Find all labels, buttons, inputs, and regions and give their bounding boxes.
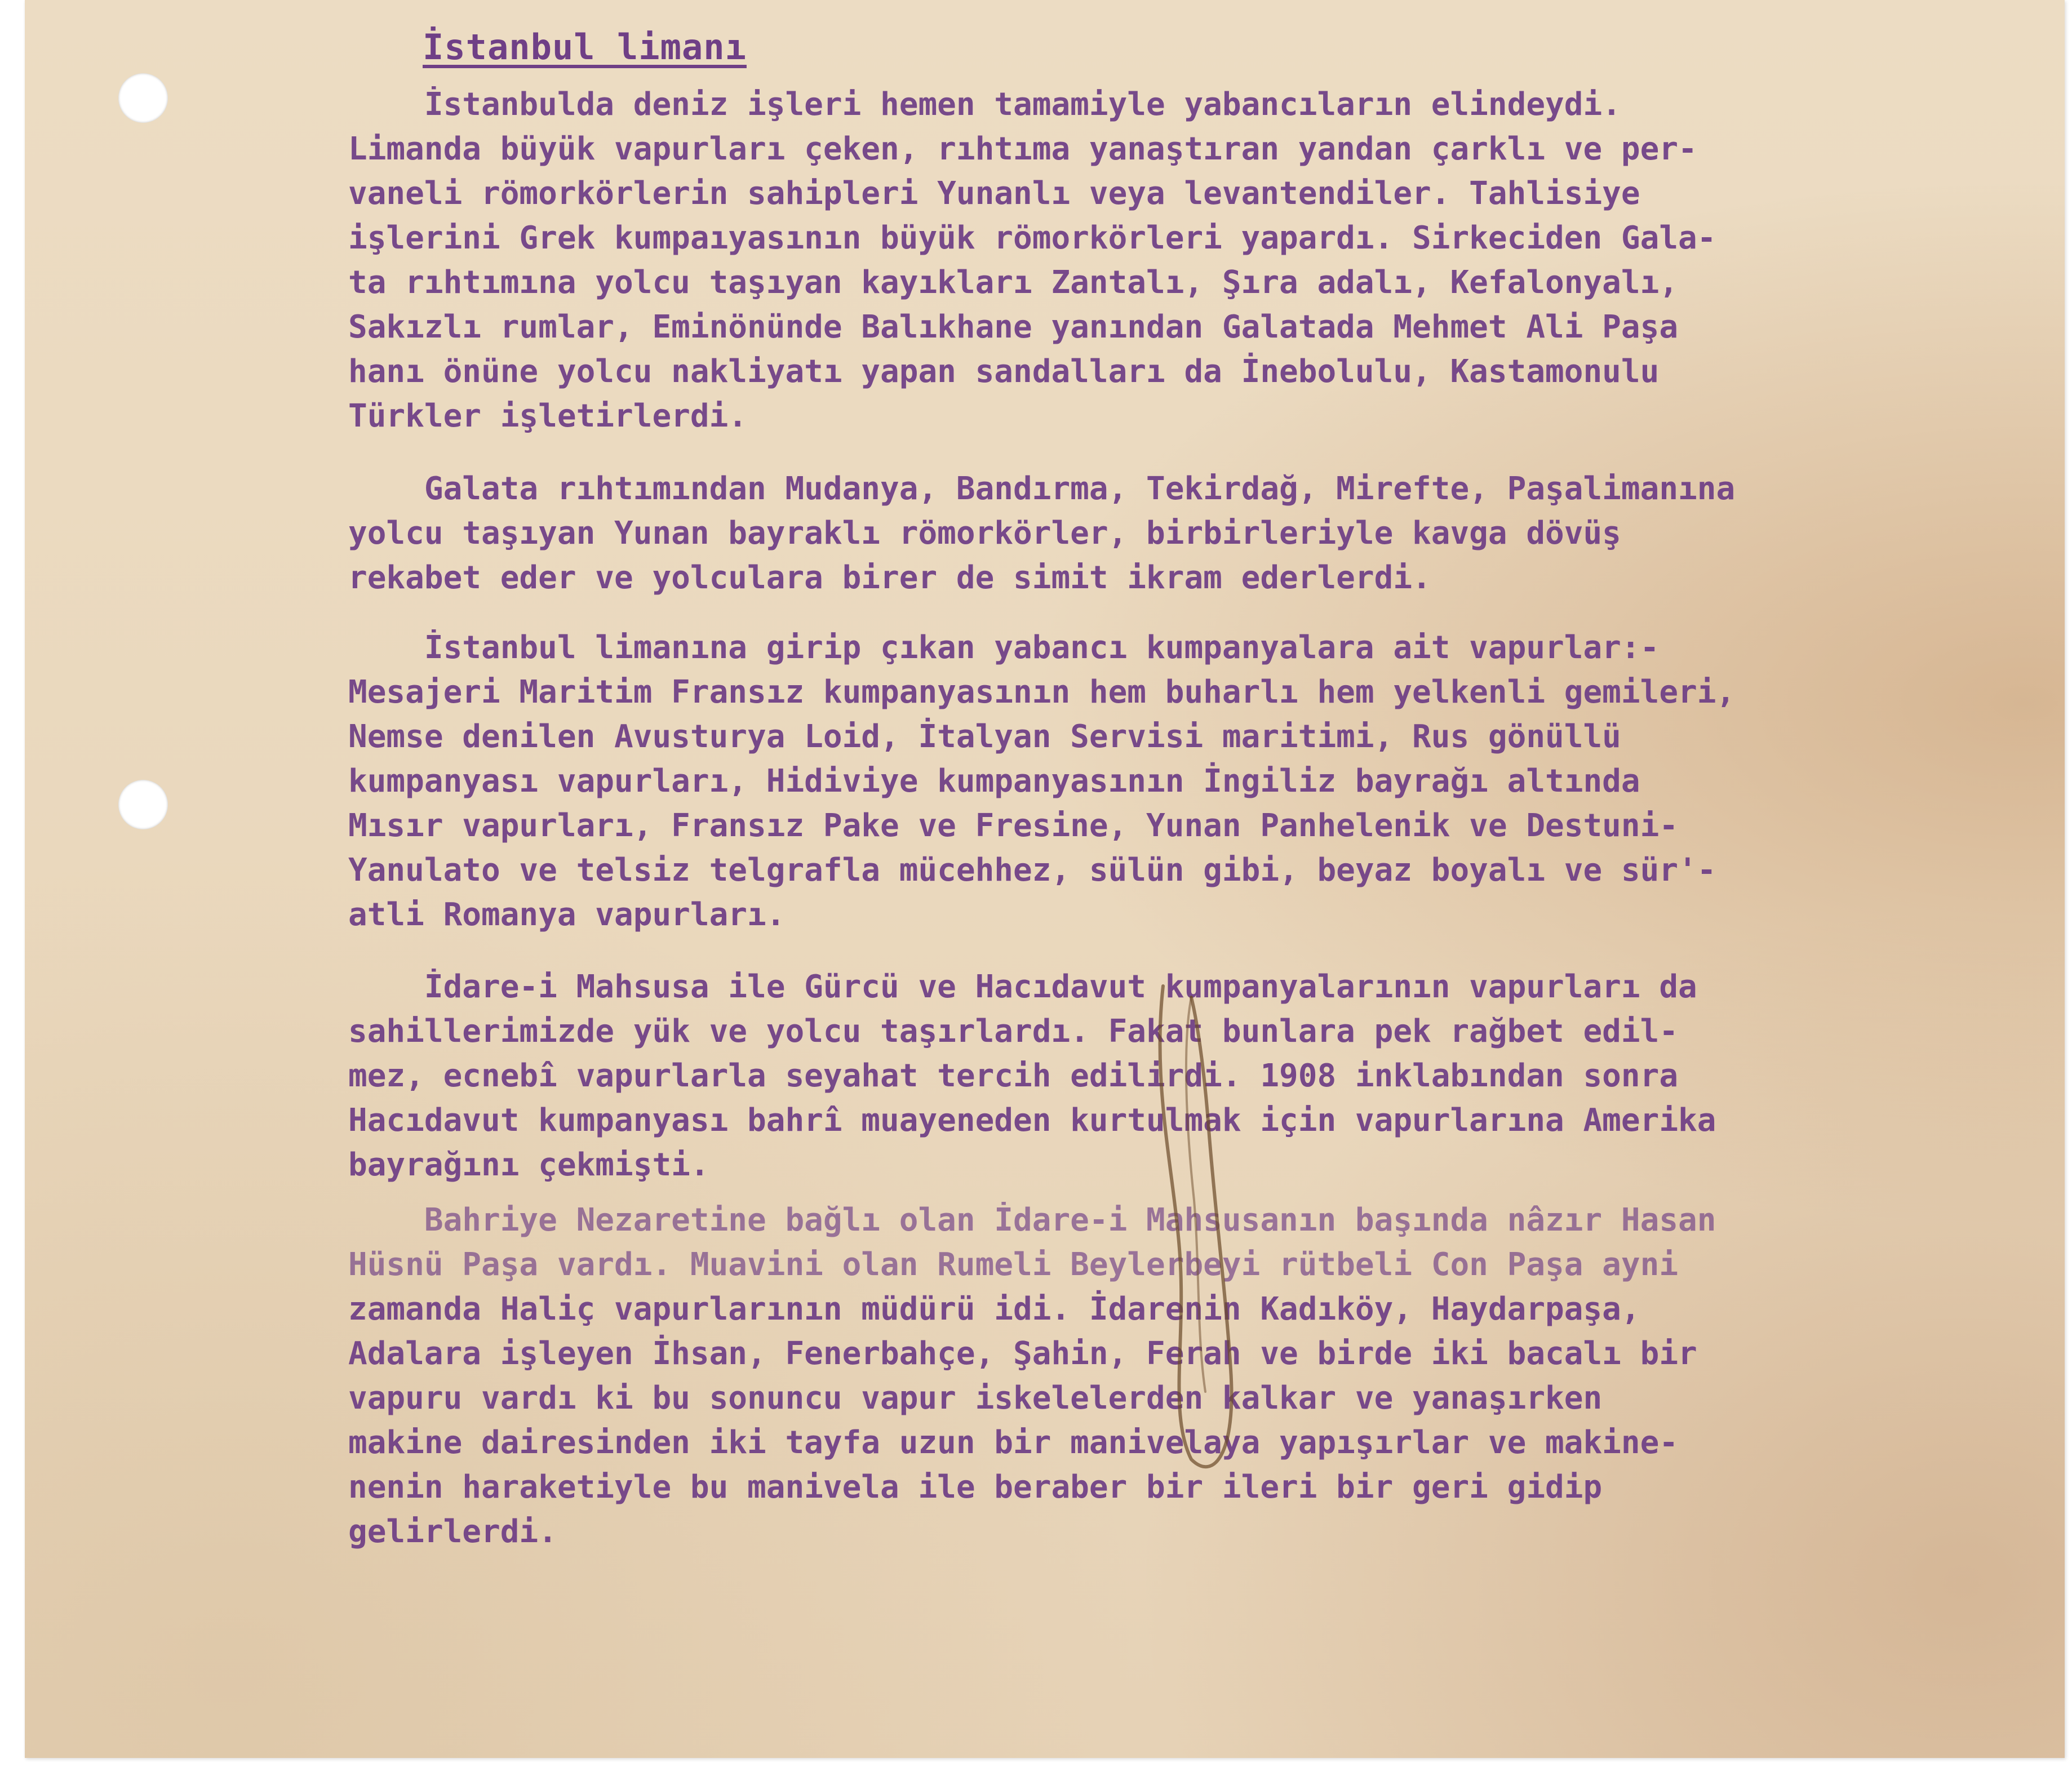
line: Yanulato ve telsiz telgrafla mücehhez, sülün gibi, beyaz boyalı ve sür'-	[348, 852, 1716, 889]
line: Türkler işletirlerdi.	[348, 398, 748, 434]
line: yolcu taşıyan Yunan bayraklı römorkörler, birbirleriyle kavga dövüş	[348, 515, 1621, 552]
line: işlerini Grek kumpaıyasının büyük römorkörleri yapardı. Sirkeciden Gala-	[348, 220, 1716, 256]
line: nenin haraketiyle bu manivela ile beraber bir ileri bir geri gidip	[348, 1469, 1603, 1506]
line: İstanbul limanına girip çıkan yabancı kumpanyalara ait vapurlar:-	[348, 629, 1660, 666]
line: Sakızlı rumlar, Eminönünde Balıkhane yanından Galatada Mehmet Ali Paşa	[348, 309, 1679, 345]
paragraph-idare-i-mahsusa	[348, 965, 1716, 1187]
line: Bahriye Nezaretine bağlı olan İdare-i Mahsusanın başında nâzır Hasan	[348, 1202, 1716, 1238]
line: Hüsnü Paşa vardı. Muavini olan Rumeli Beylerbeyi rütbeli Con Paşa ayni	[348, 1246, 1679, 1283]
line: bayrağını çekmişti.	[348, 1147, 709, 1183]
page-title: İstanbul limanı	[423, 26, 747, 68]
line: Mısır vapurları, Fransız Pake ve Fresine, Yunan Panhelenik ve Destuni-	[348, 807, 1679, 844]
paperclip-rust-stain-icon	[1129, 975, 1253, 1482]
paragraph-bahriye-nezareti	[348, 1198, 1716, 1554]
line: atli Romanya vapurları.	[348, 896, 786, 933]
line: Limanda büyük vapurları çeken, rıhtıma yanaştıran yandan çarklı ve per-	[348, 131, 1697, 167]
line: Hacıdavut kumpanyası bahrî muayeneden kurtulmak için vapurlarına Amerika	[348, 1102, 1716, 1139]
line: Galata rıhtımından Mudanya, Bandırma, Tekirdağ, Mirefte, Paşalimanına	[348, 470, 1736, 507]
punch-hole-top	[118, 73, 168, 123]
line: sahillerimizde yük ve yolcu taşırlardı. Fakat bunlara pek rağbet edil-	[348, 1013, 1679, 1050]
line: mez, ecnebî vapurlarla seyahat tercih edilirdi. 1908 inklabından sonra	[348, 1058, 1679, 1094]
line: vapuru vardı ki bu sonuncu vapur iskelelerden kalkar ve yanaşırken	[348, 1380, 1603, 1417]
paragraph-galata-tugboats	[348, 467, 1735, 600]
line: hanı önüne yolcu nakliyatı yapan sandalları da İnebolulu, Kastamonulu	[348, 353, 1660, 390]
line: İstanbulda deniz işleri hemen tamamiyle yabancıların elindeydi.	[348, 86, 1621, 123]
line: vaneli römorkörlerin sahipleri Yunanlı veya levantendiler. Tahlisiye	[348, 175, 1640, 212]
punch-hole-bottom	[118, 780, 168, 829]
typewritten-page	[25, 0, 2065, 1758]
line: İdare-i Mahsusa ile Gürcü ve Hacıdavut kumpanyalarının vapurları da	[348, 969, 1697, 1005]
line: Adalara işleyen İhsan, Fenerbahçe, Şahin, Ferah ve birde iki bacalı bir	[348, 1335, 1697, 1372]
line: Mesajeri Maritim Fransız kumpanyasının hem buharlı hem yelkenli gemileri,	[348, 674, 1736, 711]
line: rekabet eder ve yolculara birer de simit ikram ederlerdi.	[348, 560, 1431, 596]
line: Nemse denilen Avusturya Loid, İtalyan Servisi maritimi, Rus gönüllü	[348, 718, 1621, 755]
line: zamanda Haliç vapurlarının müdürü idi. İdarenin Kadıköy, Haydarpaşa,	[348, 1291, 1640, 1327]
line: gelirlerdi.	[348, 1513, 557, 1550]
line: kumpanyası vapurları, Hidiviye kumpanyasının İngiliz bayrağı altında	[348, 763, 1640, 800]
line: makine dairesinden iki tayfa uzun bir manivelaya yapışırlar ve makine-	[348, 1424, 1679, 1461]
paragraph-foreign-companies	[348, 625, 1735, 937]
line: ta rıhtımına yolcu taşıyan kayıkları Zantalı, Şıra adalı, Kefalonyalı,	[348, 264, 1679, 301]
paragraph-harbor-foreigners	[348, 82, 1716, 438]
